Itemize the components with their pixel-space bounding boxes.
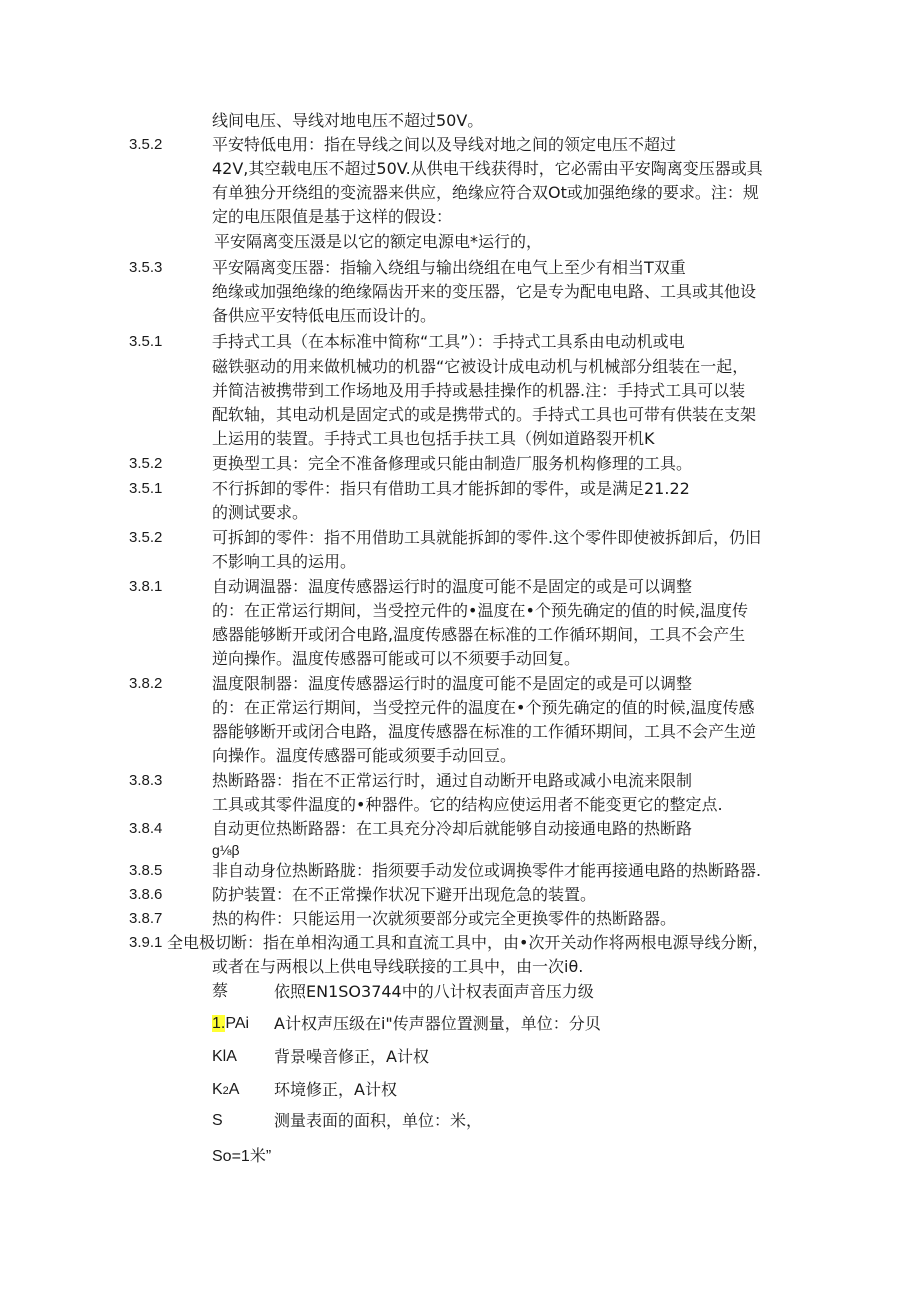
clause-text-line: g⅛β bbox=[212, 842, 240, 858]
clause-text-line: 逆向操作。温度传感器可能或可以不须要手动回复。 bbox=[212, 649, 581, 668]
clause-text-line: 热的构件：只能运用一次就须要部分或完全更换零件的热断路器。 bbox=[212, 909, 677, 928]
clause-number: 3.8.7 bbox=[129, 910, 163, 927]
symbol-description: 环境修正，A计权 bbox=[274, 1080, 397, 1099]
symbol-term: So=1米” bbox=[212, 1148, 272, 1165]
clause-text-line: 不影响工具的运用。 bbox=[212, 552, 357, 571]
clause-text-line: 非自动身位热断路胧：指须要手动发位或调换零件才能再接通电路的热断路器. bbox=[212, 861, 762, 880]
clause-text-line: 不行拆卸的零件：指只有借助工具才能拆卸的零件，或是满足21.22 bbox=[212, 479, 690, 498]
clause-text-line: 平安特低电用：指在导线之间以及导线对地之间的领定电压不超过 bbox=[212, 135, 677, 154]
clause-text-line: 或者在与两根以上供电导线联接的工具中，由一次iθ. bbox=[212, 957, 584, 976]
clause-number: 3.9.1 bbox=[129, 934, 163, 951]
clause-text-line: 配软轴，其电动机是固定式的或是携带式的。手持式工具也可带有供装在支架 bbox=[212, 405, 757, 424]
clause-number: 3.5.1 bbox=[129, 333, 163, 350]
clause-text-line: 自动调温器：温度传感器运行时的温度可能不是固定的或是可以调整 bbox=[212, 577, 693, 596]
clause-text-line: 有单独分开绕组的变流器来供应，绝缘应符合双Ot或加强绝缘的要求。注：规 bbox=[212, 183, 759, 202]
symbol-term: KlA bbox=[212, 1048, 237, 1065]
clause-text-line: 42V,其空载电压不超过50V.从供电干线获得时，它必需由平安陶离变压器或具 bbox=[212, 159, 763, 178]
clause-number: 3.8.5 bbox=[129, 862, 163, 879]
clause-text-line: 平安隔离变压滠是以它的额定电源电*运行的， bbox=[214, 232, 543, 251]
clause-text-line: 全电极切断：指在单相沟通工具和直流工具中，由•次开关动作将两根电源导线分断， bbox=[167, 933, 769, 952]
clause-text-line: 定的电压限值是基于这样的假设： bbox=[212, 207, 453, 226]
clause-text-line: 器能够断开或闭合电路，温度传感器在标准的工作循环期间，工具不会产生逆 bbox=[212, 722, 757, 741]
clause-number: 3.5.3 bbox=[129, 259, 163, 276]
symbol-description: A计权声压级在i"传声器位置测量，单位：分贝 bbox=[274, 1014, 601, 1033]
clause-text-line: 更换型工具：完全不准备修理或只能由制造厂服务机构修理的工具。 bbox=[212, 454, 693, 473]
clause-text-line: 上运用的装置。手持式工具也包括手扶工具（例如道路裂开机K bbox=[212, 429, 655, 448]
clause-number: 3.8.2 bbox=[129, 675, 163, 692]
clause-number: 3.5.1 bbox=[129, 480, 163, 497]
symbol-description: 依照EN1SO3744中的八计权表面声音压力级 bbox=[274, 982, 594, 1001]
clause-number: 3.8.4 bbox=[129, 820, 163, 837]
symbol-term: 蔡 bbox=[212, 983, 229, 1000]
clause-number: 3.5.2 bbox=[129, 529, 163, 546]
clause-text-line: 平安隔离变压器：指输入绕组与输出绕组在电气上至少有相当T双重 bbox=[212, 258, 686, 277]
clause-text-line: 可拆卸的零件：指不用借助工具就能拆卸的零件.这个零件即使被拆卸后，仍旧 bbox=[212, 528, 762, 547]
symbol-term: K2A bbox=[212, 1081, 240, 1098]
clause-text-line: 的：在正常运行期间，当受控元件的温度在•个预先确定的值的时候,温度传感 bbox=[212, 698, 755, 717]
clause-text-line: 向操作。温度传感器可能或须要手动回豆。 bbox=[212, 746, 517, 765]
clause-text-line: 自动更位热断路器：在工具充分冷却后就能够自动接通电路的热断路 bbox=[212, 819, 693, 838]
clause-text-line: 手持式工具（在本标准中简称“工具”）：手持式工具系由电动机或电 bbox=[212, 332, 685, 351]
clause-number: 3.8.1 bbox=[129, 578, 163, 595]
clause-text-line: 绝缘或加强绝缘的绝缘隔齿开来的变压器，它是专为配电电路、工具或其他设 bbox=[212, 282, 757, 301]
clause-text-line: 温度限制器：温度传感器运行时的温度可能不是固定的或是可以调整 bbox=[212, 674, 693, 693]
clause-text-line: 备供应平安特低电压而设计的。 bbox=[212, 306, 437, 325]
clause-text-line: 的：在正常运行期间，当受控元件的•温度在•个预先确定的值的时候,温度传 bbox=[212, 601, 748, 620]
symbol-description: 测量表面的面积，单位：米， bbox=[274, 1111, 483, 1130]
clause-text-line: 磁铁驱动的用来做机械功的机器“它被设计成电动机与机械部分组装在一起， bbox=[212, 357, 749, 376]
highlight-mark: 1. bbox=[212, 1015, 226, 1032]
clause-number: 3.5.2 bbox=[129, 136, 163, 153]
symbol-description: 背景噪音修正，A计权 bbox=[274, 1047, 429, 1066]
clause-text-line: 并简洁被携带到工作场地及用手持或悬挂操作的机器.注：手持式工具可以装 bbox=[212, 381, 746, 400]
clause-number: 3.8.3 bbox=[129, 772, 163, 789]
clause-number: 3.5.2 bbox=[129, 455, 163, 472]
clause-number: 3.8.6 bbox=[129, 886, 163, 903]
intro-line: 线间电压、导线对地电压不超过50V。 bbox=[212, 111, 484, 130]
symbol-term: 1.PAi bbox=[212, 1015, 250, 1032]
symbol-term: S bbox=[212, 1112, 223, 1129]
clause-text-line: 热断路器：指在不正常运行时，通过自动断开电路或减小电流来限制 bbox=[212, 771, 693, 790]
clause-text-line: 工具或其零件温度的•种器件。它的结构应使运用者不能变更它的整定点. bbox=[212, 795, 723, 814]
clause-text-line: 感器能够断开或闭合电路,温度传感器在标准的工作循环期间，工具不会产生 bbox=[212, 625, 746, 644]
clause-text-line: 防护装置：在不正常操作状况下避开出现危急的装置。 bbox=[212, 885, 597, 904]
clause-text-line: 的测试要求。 bbox=[212, 503, 309, 522]
